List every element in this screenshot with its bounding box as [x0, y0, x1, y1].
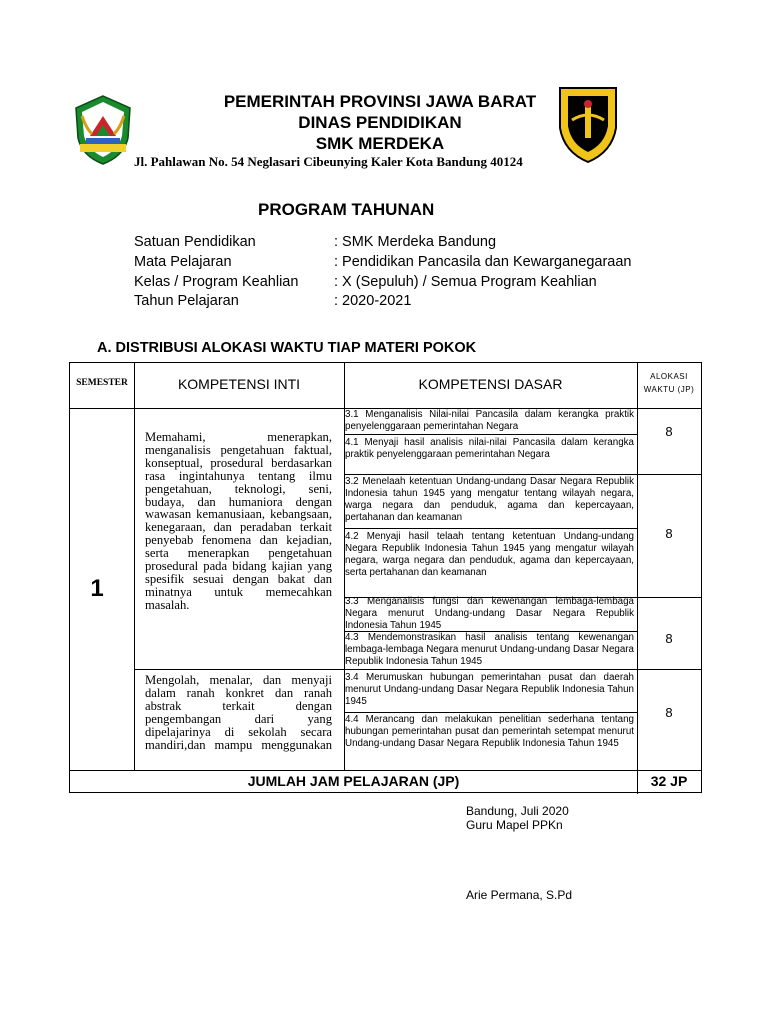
info-value: : 2020-2021 — [334, 293, 412, 309]
kd-4-1: 4.1 Menyaji hasil analisis nilai-nilai Pancasila dalam kerangka praktik penyelenggaraan pemerintahan Negara — [345, 437, 634, 460]
signature-role: Guru Mapel PPKn — [466, 818, 563, 832]
info-label: Kelas / Program Keahlian — [134, 274, 299, 290]
kd-4-2: 4.2 Menyaji hasil telaah tentang ketentuan Undang-undang Negara Republik Indonesia Tahun 1945 yang mengatur wilayah negara, warga negara dan penduduk, agama dan kepercayaan, serta pertahanan dan keamanan — [345, 531, 634, 578]
signature-name: Arie Permana, S.Pd — [466, 888, 573, 902]
total-value: 32 JP — [650, 773, 688, 789]
semester-value: 1 — [90, 575, 104, 602]
kd-4-4: 4.4 Merancang dan melakukan penelitian sederhana tentang hubungan pemerintahan pusat dan pemerintah setempat menurut Undang-undang Dasar Negara Republik Indonesia Tahun 1945 — [345, 714, 634, 749]
jp-value: 8 — [665, 631, 673, 646]
ki-text-1: Memahami, menerapkan, menganalisis pengetahuan faktual, konseptual, prosedural berdasarkan rasa ingintahunya tentang ilmu pengetahuan, teknologi, seni, budaya, dan humaniora dengan wawasan kemanusiaan, kebangsaan, kenegaraan, dan peradaban terkait penyebab fenomena dan kejadian, serta menerapkan pengetahuan prosedural pada bidang kajian yang spesifik sesuai dengan bakat dan minatnya untuk memecahkan masalah. — [145, 430, 332, 612]
info-value: : SMK Merdeka Bandung — [334, 234, 497, 250]
header-waktu: WAKTU (JP) — [643, 385, 695, 394]
kd-3-1: 3.1 Menganalisis Nilai-nilai Pancasila dalam kerangka praktik penyelenggaraan pemerintahan Negara — [345, 409, 634, 432]
jp-value: 8 — [665, 705, 673, 720]
jp-value: 8 — [665, 424, 673, 439]
school-address: Jl. Pahlawan No. 54 Neglasari Cibeunying Kaler Kota Bandung 40124 — [134, 154, 523, 169]
header-alokasi: ALOKASI — [650, 372, 688, 381]
section-title: A. DISTRIBUSI ALOKASI WAKTU TIAP MATERI POKOK — [97, 340, 477, 356]
total-label: JUMLAH JAM PELAJARAN (JP) — [247, 773, 460, 789]
logo-jawa-barat — [72, 94, 134, 166]
kd-4-3: 4.3 Mendemonstrasikan hasil analisis tentang kewenangan lembaga-lembaga Negara menurut Undang-undang Dasar Negara Republik Indonesia Tahun 1945 — [345, 632, 634, 667]
header-semester: SEMESTER — [76, 378, 128, 388]
info-label: Satuan Pendidikan — [134, 234, 256, 250]
info-value: : X (Sepuluh) / Semua Program Keahlian — [334, 274, 597, 290]
allocation-table — [69, 362, 702, 793]
header-kompetensi-inti: KOMPETENSI INTI — [177, 376, 301, 392]
jp-value: 8 — [665, 526, 673, 541]
info-label: Tahun Pelajaran — [134, 293, 239, 309]
header-kompetensi-dasar: KOMPETENSI DASAR — [418, 376, 563, 392]
header-line-1: PEMERINTAH PROVINSI JAWA BARAT — [223, 92, 537, 111]
kd-3-4: 3.4 Merumuskan hubungan pemerintahan pusat dan daerah menurut Undang-undang Dasar Negara Republik Indonesia Tahun 1945 — [345, 672, 634, 707]
ki-text-2: Mengolah, menalar, dan menyaji dalam ranah konkret dan ranah abstrak terkait dengan pengembangan dari yang dipelajarinya di sekolah secara mandiri,dan mampu menggunakan — [145, 673, 332, 752]
signature-place-date: Bandung, Juli 2020 — [466, 804, 569, 818]
header-line-2: DINAS PENDIDIKAN — [298, 113, 462, 132]
document-title: PROGRAM TAHUNAN — [258, 200, 435, 219]
header-line-3: SMK MERDEKA — [315, 134, 445, 153]
info-label: Mata Pelajaran — [134, 254, 232, 270]
kd-3-2: 3.2 Menelaah ketentuan Undang-undang Dasar Negara Republik Indonesia tahun 1945 yang mengatur tentang wilayah negara, warga negara dan penduduk, agama dan kepercayaan, pertahanan dan keamanan — [345, 476, 634, 523]
kd-3-3: 3.3 Menganalisis fungsi dan kewenangan lembaga-lembaga Negara menurut Undang-undang Dasar Negara Republik Indonesia Tahun 1945 — [345, 596, 634, 631]
info-value: : Pendidikan Pancasila dan Kewarganegaraan — [334, 254, 632, 270]
